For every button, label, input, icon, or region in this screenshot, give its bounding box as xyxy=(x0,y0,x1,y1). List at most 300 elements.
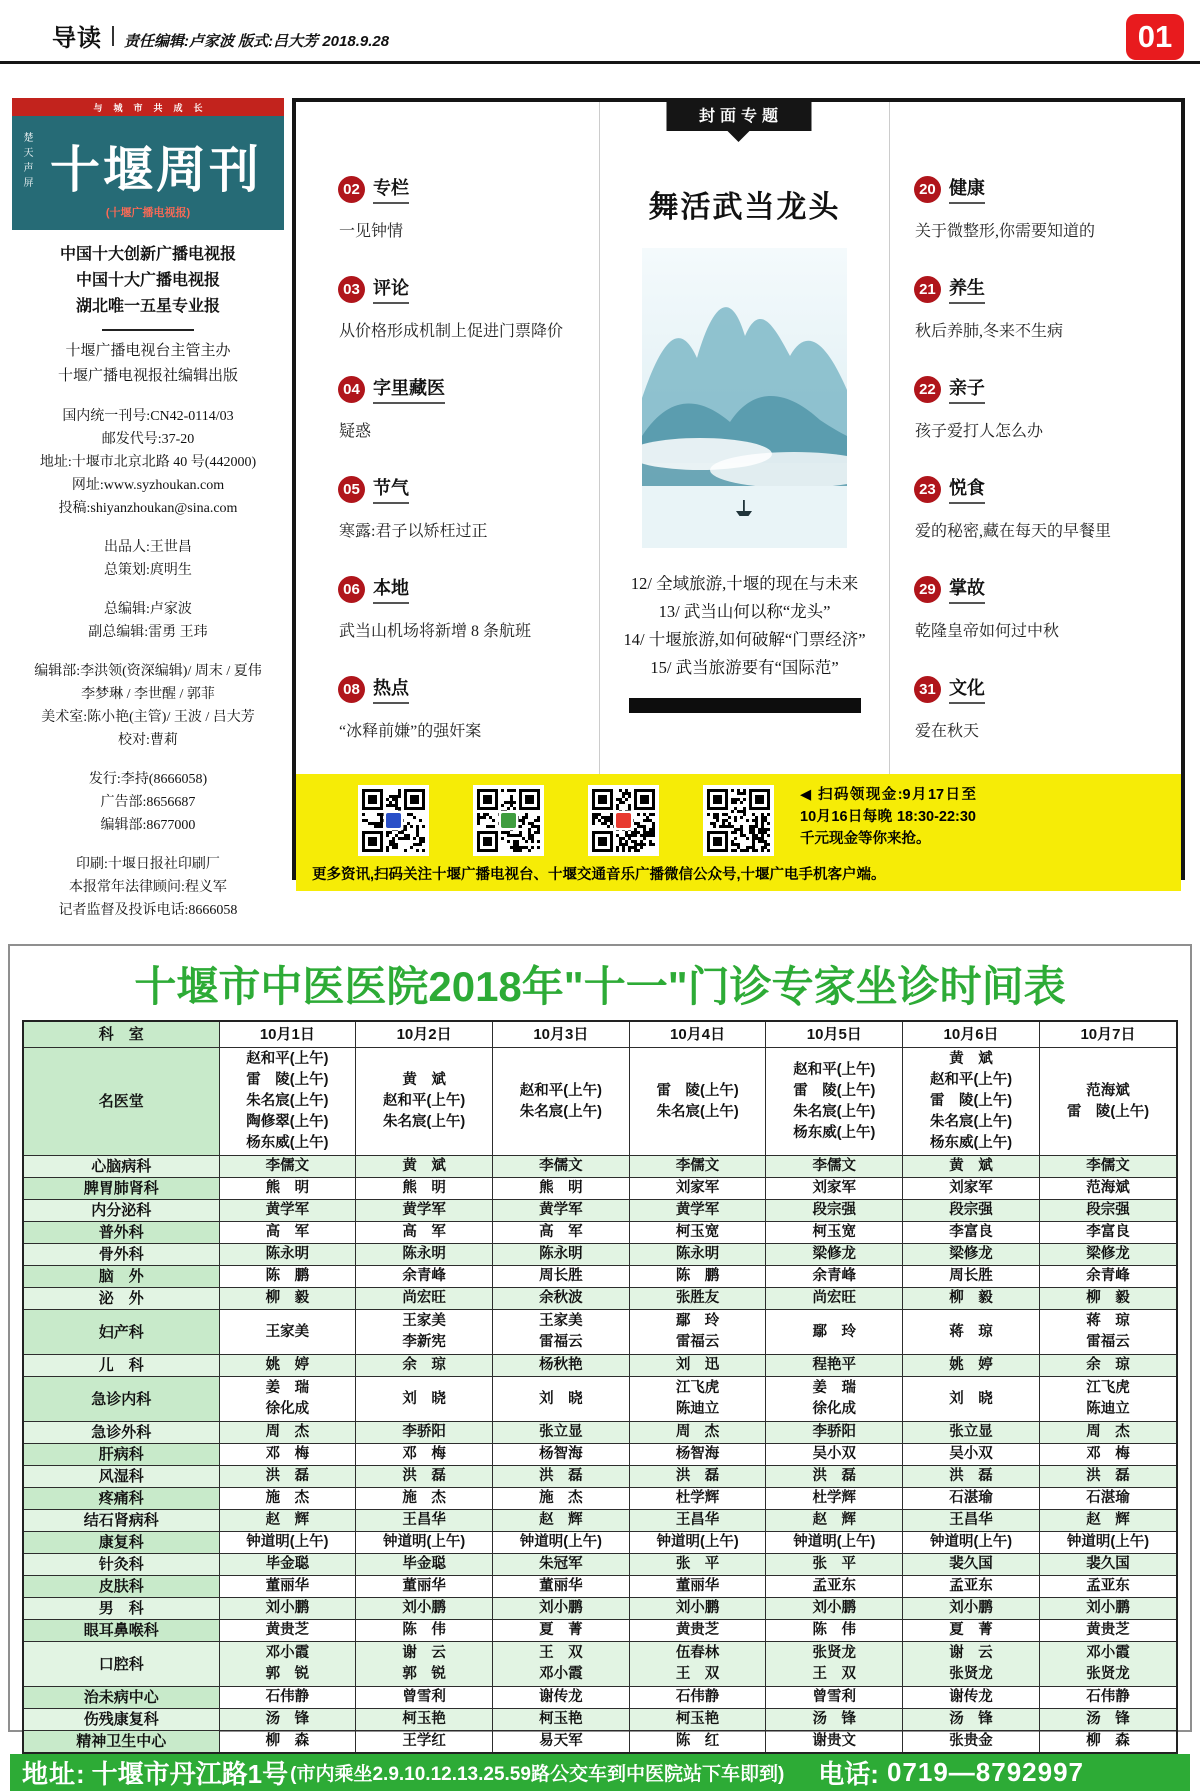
doctor-name: 雷福云 xyxy=(539,1334,583,1350)
schedule-cell: 汤 锋 xyxy=(766,1709,903,1731)
schedule-cell: 董丽华 xyxy=(492,1576,629,1598)
page-number-badge: 01 xyxy=(1126,14,1184,60)
sidebar-divider xyxy=(102,329,194,331)
section-number-badge: 31 xyxy=(914,676,941,703)
schedule-cell: 余 琼 xyxy=(356,1355,493,1377)
print-info-group xyxy=(12,853,284,922)
schedule-cell: 尚宏旺 xyxy=(356,1288,493,1310)
schedule-cell: 陈永明 xyxy=(219,1244,356,1266)
table-row xyxy=(23,1244,1177,1266)
honor-line: 中国十大广播电视报 xyxy=(75,272,220,289)
section-label: 亲子 xyxy=(949,374,985,404)
qr-code xyxy=(588,785,659,856)
schedule-cell: 钟道明(上午) xyxy=(492,1532,629,1554)
schedule-cell: 梁修龙 xyxy=(766,1244,903,1266)
schedule-cell: 李儒文 xyxy=(492,1156,629,1178)
header-line xyxy=(52,18,389,53)
section-head xyxy=(914,174,1167,204)
staff-line: 编辑部:李洪领(资深编辑)/ 周末 / 夏伟 xyxy=(34,664,262,679)
schedule-cell: 姚 婷 xyxy=(219,1355,356,1377)
doctor-name: 陶修翠(上午) xyxy=(246,1114,329,1130)
schedule-cell xyxy=(1039,1642,1177,1687)
section-head xyxy=(338,274,579,304)
table-row xyxy=(23,1576,1177,1598)
schedule-cell: 李骄阳 xyxy=(356,1422,493,1444)
schedule-cell: 黄学军 xyxy=(356,1200,493,1222)
staff-line: 总策划:庹明生 xyxy=(104,563,192,578)
dept-cell: 急诊外科 xyxy=(23,1422,219,1444)
schedule-cell: 刘 晓 xyxy=(356,1377,493,1422)
section-summary: 乾隆皇帝如何过中秋 xyxy=(914,623,1059,640)
doctor-name: 邓小霞 xyxy=(265,1645,310,1661)
schedule-title: 十堰市中医医院2018年"十一"门诊专家坐诊时间表 xyxy=(134,963,1066,1010)
section-item xyxy=(338,274,579,341)
staff-line: 李梦琳 / 李世醒 / 郭菲 xyxy=(81,687,215,702)
doctor-name: 江飞虎 xyxy=(1086,1380,1130,1396)
schedule-cell: 刘小鹏 xyxy=(903,1598,1040,1620)
column-header: 科 室 xyxy=(23,1021,219,1048)
dept-cell: 脾胃肺肾科 xyxy=(23,1178,219,1200)
schedule-cell xyxy=(629,1310,766,1355)
schedule-cell: 董丽华 xyxy=(219,1576,356,1598)
schedule-cell: 陈 伟 xyxy=(766,1620,903,1642)
schedule-cell: 吴小双 xyxy=(903,1444,1040,1466)
dept-cell: 治未病中心 xyxy=(23,1687,219,1709)
doctor-name: 范海斌 xyxy=(1086,1082,1130,1099)
schedule-cell: 刘小鹏 xyxy=(219,1598,356,1620)
schedule-cell: 柳 森 xyxy=(1039,1731,1177,1754)
doctor-name: 陈迪立 xyxy=(1086,1401,1130,1417)
doctor-name: 谢 云 xyxy=(949,1645,993,1661)
schedule-cell xyxy=(766,1048,903,1156)
section-number-badge: 03 xyxy=(338,276,365,303)
contact-line: 编辑部:8677000 xyxy=(100,818,196,833)
doctor-name: 黄 斌 xyxy=(949,1051,993,1067)
schedule-cell: 曾雪利 xyxy=(766,1687,903,1709)
schedule-cell: 石湛瑜 xyxy=(1039,1488,1177,1510)
schedule-cell: 柳 毅 xyxy=(219,1288,356,1310)
schedule-cell: 刘小鹏 xyxy=(766,1598,903,1620)
masthead-top-strip: 与城市共成长 xyxy=(12,98,284,116)
schedule-cell: 刘家军 xyxy=(629,1178,766,1200)
section-number-badge: 02 xyxy=(338,176,365,203)
promo-bottom-text: 更多资讯,扫码关注十堰广播电视台、十堰交通音乐广播微信公众号,十堰广电手机客户端。 xyxy=(312,867,886,883)
doctor-name: 江飞虎 xyxy=(675,1380,720,1396)
section-label: 字里藏医 xyxy=(373,374,445,404)
dept-cell: 脑 外 xyxy=(23,1266,219,1288)
print-line: 本报常年法律顾问:程义军 xyxy=(69,880,227,895)
schedule-cell xyxy=(766,1642,903,1687)
section-summary: 秋后养肺,冬来不生病 xyxy=(914,323,1063,340)
doctor-name: 陈迪立 xyxy=(675,1401,720,1417)
schedule-cell: 朱冠军 xyxy=(492,1554,629,1576)
promo-side-text: ◀ 扫码领现金:9月17日至10月16日每晚 18:30-22:30 千元现金等你来抢。 xyxy=(800,787,976,847)
schedule-cell: 柳 森 xyxy=(219,1731,356,1754)
section-head xyxy=(338,174,579,204)
schedule-footer-bar xyxy=(10,1754,1190,1791)
schedule-cell: 柳 毅 xyxy=(1039,1288,1177,1310)
dept-cell: 康复科 xyxy=(23,1532,219,1554)
page-tag: 导读 xyxy=(52,25,102,52)
schedule-cell: 杨智海 xyxy=(492,1444,629,1466)
schedule-cell: 杜学辉 xyxy=(629,1488,766,1510)
doctor-name: 雷福云 xyxy=(1086,1334,1130,1350)
section-item xyxy=(914,274,1167,341)
schedule-cell xyxy=(219,1048,356,1156)
staff-group-3 xyxy=(12,660,284,752)
section-label: 热点 xyxy=(373,674,409,704)
schedule-cell: 黄贵芝 xyxy=(629,1620,766,1642)
cover-black-bar xyxy=(629,698,861,713)
table-row xyxy=(23,1510,1177,1532)
print-line: 印刷:十堰日报社印刷厂 xyxy=(76,857,220,872)
schedule-cell: 夏 菁 xyxy=(903,1620,1040,1642)
schedule-cell: 陈永明 xyxy=(629,1244,766,1266)
schedule-cell: 洪 磊 xyxy=(356,1466,493,1488)
schedule-cell: 陈永明 xyxy=(356,1244,493,1266)
section-number-badge: 21 xyxy=(914,276,941,303)
schedule-cell: 陈 红 xyxy=(629,1731,766,1754)
honor-line: 中国十大创新广播电视报 xyxy=(59,246,236,263)
schedule-cell: 王昌华 xyxy=(356,1510,493,1532)
schedule-cell: 高 军 xyxy=(219,1222,356,1244)
doctor-name: 张贤龙 xyxy=(949,1666,993,1682)
doctor-name: 赵和平(上午) xyxy=(793,1061,876,1078)
section-head xyxy=(338,674,579,704)
section-number-badge: 06 xyxy=(338,576,365,603)
schedule-cell: 姚 婷 xyxy=(903,1355,1040,1377)
section-label: 节气 xyxy=(373,474,409,504)
doctor-name: 雷 陵(上午) xyxy=(656,1082,739,1099)
schedule-cell: 程艳平 xyxy=(766,1355,903,1377)
right-column xyxy=(890,102,1181,774)
center-column xyxy=(599,102,890,774)
schedule-cell: 钟道明(上午) xyxy=(219,1532,356,1554)
cover-art-image xyxy=(642,248,847,548)
schedule-cell: 李儒文 xyxy=(629,1156,766,1178)
left-column xyxy=(296,102,599,774)
schedule-cell: 陈 鹏 xyxy=(629,1266,766,1288)
dept-cell: 泌 外 xyxy=(23,1288,219,1310)
org-line: 十堰广播电视报社编辑出版 xyxy=(57,368,238,384)
schedule-cell: 周 杰 xyxy=(1039,1422,1177,1444)
schedule-cell: 毕金聪 xyxy=(219,1554,356,1576)
masthead xyxy=(12,98,284,230)
staff-line: 副总编辑:雷勇 王玮 xyxy=(88,625,208,640)
dept-cell: 结石肾病科 xyxy=(23,1510,219,1532)
section-summary: 寒露:君子以矫枉过正 xyxy=(339,523,488,540)
section-item xyxy=(338,374,579,441)
schedule-cell: 陈 鹏 xyxy=(219,1266,356,1288)
section-head xyxy=(914,474,1167,504)
section-summary: 疑惑 xyxy=(339,423,372,440)
section-label: 悦食 xyxy=(949,474,985,504)
section-item xyxy=(338,474,579,541)
phone-value: 0719—8792997 xyxy=(886,1757,1085,1787)
section-item xyxy=(338,574,579,641)
schedule-cell: 高 军 xyxy=(492,1222,629,1244)
doctor-name: 朱名宸(上午) xyxy=(793,1103,876,1120)
print-line: 记者监督及投诉电话:8666058 xyxy=(58,903,238,918)
schedule-cell: 刘 晓 xyxy=(903,1377,1040,1422)
honor-lines xyxy=(12,242,284,320)
table-row xyxy=(23,1444,1177,1466)
section-label: 掌故 xyxy=(949,574,985,604)
schedule-cell: 陈 伟 xyxy=(356,1620,493,1642)
schedule-cell xyxy=(766,1377,903,1422)
schedule-cell xyxy=(903,1048,1040,1156)
doctor-name: 杨东威(上午) xyxy=(246,1135,329,1151)
dept-cell: 眼耳鼻喉科 xyxy=(23,1620,219,1642)
schedule-cell: 柯玉艳 xyxy=(492,1709,629,1731)
dept-cell: 急诊内科 xyxy=(23,1377,219,1422)
schedule-cell: 刘 晓 xyxy=(492,1377,629,1422)
schedule-cell: 张贵金 xyxy=(903,1731,1040,1754)
schedule-cell: 黄学军 xyxy=(492,1200,629,1222)
mountain-painting xyxy=(642,248,847,548)
column-header: 10月6日 xyxy=(903,1021,1040,1048)
schedule-cell: 余青峰 xyxy=(1039,1266,1177,1288)
schedule-cell xyxy=(1039,1048,1177,1156)
qr-row xyxy=(312,785,1167,856)
section-number-badge: 04 xyxy=(338,376,365,403)
schedule-cell: 钟道明(上午) xyxy=(629,1532,766,1554)
email-line: 投稿:shiyanzhoukan@sina.com xyxy=(58,501,238,516)
doctor-name: 邓小霞 xyxy=(1086,1645,1130,1661)
section-summary: 武当山机场将新增 8 条航班 xyxy=(339,623,532,640)
table-row xyxy=(23,1310,1177,1355)
schedule-cell: 黄贵芝 xyxy=(219,1620,356,1642)
section-label: 本地 xyxy=(373,574,409,604)
schedule-cell: 杨秋艳 xyxy=(492,1355,629,1377)
section-number-badge: 22 xyxy=(914,376,941,403)
schedule-cell: 钟道明(上午) xyxy=(1039,1532,1177,1554)
doctor-name: 郭 锐 xyxy=(265,1666,310,1682)
address-label: 地址: xyxy=(22,1759,86,1789)
qr-code xyxy=(703,785,774,856)
section-item xyxy=(914,474,1167,541)
schedule-cell: 洪 磊 xyxy=(219,1466,356,1488)
schedule-cell: 刘小鹏 xyxy=(1039,1598,1177,1620)
schedule-cell xyxy=(492,1642,629,1687)
schedule-cell: 黄贵芝 xyxy=(1039,1620,1177,1642)
doctor-name: 杨东威(上午) xyxy=(929,1135,1013,1151)
schedule-cell: 董丽华 xyxy=(356,1576,493,1598)
table-row xyxy=(23,1642,1177,1687)
schedule-cell: 谢传龙 xyxy=(492,1687,629,1709)
schedule-cell xyxy=(629,1377,766,1422)
section-item xyxy=(338,674,579,741)
section-summary: 关于微整形,你需要知道的 xyxy=(914,223,1095,240)
doctor-name: 王 双 xyxy=(812,1666,857,1682)
schedule-table-holder xyxy=(10,1020,1190,1754)
schedule-cell: 熊 明 xyxy=(219,1178,356,1200)
schedule-cell: 杜学辉 xyxy=(766,1488,903,1510)
table-row xyxy=(23,1466,1177,1488)
schedule-cell: 钟道明(上午) xyxy=(766,1532,903,1554)
schedule-cell: 蒋 琼 xyxy=(903,1310,1040,1355)
table-row xyxy=(23,1422,1177,1444)
schedule-cell: 王学红 xyxy=(356,1731,493,1754)
section-label: 评论 xyxy=(373,274,409,304)
schedule-cell: 石湛瑜 xyxy=(903,1488,1040,1510)
schedule-cell: 黄 斌 xyxy=(356,1156,493,1178)
doctor-name: 姜 瑞 xyxy=(265,1380,310,1396)
schedule-cell: 刘小鹏 xyxy=(629,1598,766,1620)
doctor-name: 雷 陵(上午) xyxy=(1066,1103,1150,1120)
section-item xyxy=(914,374,1167,441)
section-head xyxy=(914,674,1167,704)
schedule-cell: 柯玉艳 xyxy=(356,1709,493,1731)
schedule-table xyxy=(22,1020,1178,1754)
schedule-cell: 张 平 xyxy=(766,1554,903,1576)
schedule-cell: 李富良 xyxy=(1039,1222,1177,1244)
doctor-name: 姜 瑞 xyxy=(812,1380,857,1396)
doctor-name: 雷福云 xyxy=(675,1334,720,1350)
dept-cell: 内分泌科 xyxy=(23,1200,219,1222)
section-summary: 从价格形成机制上促进门票降价 xyxy=(339,323,564,340)
schedule-cell xyxy=(219,1377,356,1422)
schedule-cell: 汤 锋 xyxy=(219,1709,356,1731)
schedule-cell: 洪 磊 xyxy=(629,1466,766,1488)
dept-cell: 精神卫生中心 xyxy=(23,1731,219,1754)
schedule-cell: 谢贵文 xyxy=(766,1731,903,1754)
section-summary: 爱的秘密,藏在每天的早餐里 xyxy=(914,523,1111,540)
schedule-cell: 李富良 xyxy=(903,1222,1040,1244)
schedule-cell: 尚宏旺 xyxy=(766,1288,903,1310)
doctor-name: 徐化成 xyxy=(812,1401,857,1417)
schedule-cell: 余青峰 xyxy=(766,1266,903,1288)
address-value: 十堰市丹江路1号 xyxy=(91,1759,289,1789)
doctor-name: 雷 陵(上午) xyxy=(929,1093,1013,1109)
cover-item: 15/ 武当旅游要有“国际范” xyxy=(650,658,839,677)
masthead-title: 十堰周刊 xyxy=(50,142,262,198)
schedule-cell: 李儒文 xyxy=(766,1156,903,1178)
table-row xyxy=(23,1222,1177,1244)
dept-cell: 骨外科 xyxy=(23,1244,219,1266)
schedule-cell xyxy=(356,1048,493,1156)
doctor-name: 朱名宸(上午) xyxy=(383,1114,466,1130)
table-row xyxy=(23,1620,1177,1642)
schedule-cell xyxy=(629,1048,766,1156)
schedule-cell: 石伟静 xyxy=(1039,1687,1177,1709)
doctor-name: 王 双 xyxy=(675,1666,720,1682)
section-summary: 一见钟情 xyxy=(339,223,404,240)
schedule-cell: 熊 明 xyxy=(356,1178,493,1200)
staff-line: 总编辑:卢家波 xyxy=(104,602,192,617)
schedule-cell: 张胜友 xyxy=(629,1288,766,1310)
doctor-name: 雷 陵(上午) xyxy=(246,1072,329,1088)
dept-cell: 风湿科 xyxy=(23,1466,219,1488)
table-row xyxy=(23,1355,1177,1377)
dept-cell: 儿 科 xyxy=(23,1355,219,1377)
schedule-cell: 张 平 xyxy=(629,1554,766,1576)
schedule-cell: 石伟静 xyxy=(629,1687,766,1709)
dept-cell: 男 科 xyxy=(23,1598,219,1620)
doctor-name: 伍春林 xyxy=(675,1645,720,1661)
org-lines xyxy=(12,339,284,389)
schedule-cell: 王昌华 xyxy=(903,1510,1040,1532)
schedule-body xyxy=(23,1048,1177,1754)
schedule-cell: 段宗强 xyxy=(903,1200,1040,1222)
column-header: 10月5日 xyxy=(766,1021,903,1048)
schedule-cell xyxy=(492,1048,629,1156)
schedule-cell: 孟亚东 xyxy=(903,1576,1040,1598)
schedule-cell: 余青峰 xyxy=(356,1266,493,1288)
dept-cell: 名医堂 xyxy=(23,1048,219,1156)
dept-cell: 针灸科 xyxy=(23,1554,219,1576)
schedule-cell: 余 琼 xyxy=(1039,1355,1177,1377)
schedule-cell: 李儒文 xyxy=(219,1156,356,1178)
schedule-cell: 洪 磊 xyxy=(766,1466,903,1488)
table-row xyxy=(23,1488,1177,1510)
dept-cell: 普外科 xyxy=(23,1222,219,1244)
schedule-cell: 张立显 xyxy=(492,1422,629,1444)
schedule-cell: 汤 锋 xyxy=(903,1709,1040,1731)
cover-story-title: 舞活武当龙头 xyxy=(648,191,841,224)
schedule-cell: 陈永明 xyxy=(492,1244,629,1266)
schedule-cell: 石伟静 xyxy=(219,1687,356,1709)
schedule-cell: 柯玉宽 xyxy=(766,1222,903,1244)
content-columns xyxy=(296,102,1181,774)
honor-line: 湖北唯一五星专业报 xyxy=(75,298,220,315)
schedule-cell: 施 杰 xyxy=(492,1488,629,1510)
cover-item: 14/ 十堰旅游,如何破解“门票经济” xyxy=(623,630,866,649)
doctor-name: 赵和平(上午) xyxy=(246,1051,329,1067)
schedule-cell: 梁修龙 xyxy=(1039,1244,1177,1266)
dept-cell: 口腔科 xyxy=(23,1642,219,1687)
schedule-cell: 黄学军 xyxy=(219,1200,356,1222)
doctor-name: 邓小霞 xyxy=(539,1666,583,1682)
table-row xyxy=(23,1266,1177,1288)
schedule-cell: 段宗强 xyxy=(1039,1200,1177,1222)
schedule-cell: 施 杰 xyxy=(219,1488,356,1510)
cover-item: 13/ 武当山何以称“龙头” xyxy=(658,602,831,621)
schedule-cell: 洪 磊 xyxy=(1039,1466,1177,1488)
section-label: 文化 xyxy=(949,674,985,704)
masthead-subtitle: (十堰广播电视报) xyxy=(105,207,191,219)
schedule-cell: 曾雪利 xyxy=(356,1687,493,1709)
publication-info xyxy=(12,405,284,520)
table-row xyxy=(23,1200,1177,1222)
table-row xyxy=(23,1687,1177,1709)
schedule-cell: 邓 梅 xyxy=(1039,1444,1177,1466)
contact-line: 广告部:8656687 xyxy=(100,795,196,810)
doctor-name: 赵和平(上午) xyxy=(383,1093,466,1109)
doctor-name: 黄 斌 xyxy=(402,1072,446,1088)
schedule-cell xyxy=(629,1642,766,1687)
schedule-cell xyxy=(356,1310,493,1355)
section-item xyxy=(914,574,1167,641)
schedule-cell xyxy=(1039,1377,1177,1422)
staff-line: 美术室:陈小艳(主管)/ 王波 / 吕大芳 xyxy=(41,710,255,725)
doctor-name: 鄢 玲 xyxy=(675,1313,720,1329)
doctor-name: 朱名宸(上午) xyxy=(519,1103,602,1120)
section-head xyxy=(338,374,579,404)
section-number-badge: 23 xyxy=(914,476,941,503)
website-line: 网址:www.syzhoukan.com xyxy=(71,478,225,493)
schedule-header xyxy=(23,1021,1177,1048)
section-head xyxy=(338,574,579,604)
sidebar xyxy=(12,98,284,922)
schedule-cell: 柯玉宽 xyxy=(629,1222,766,1244)
section-number-badge: 29 xyxy=(914,576,941,603)
schedule-cell: 刘小鹏 xyxy=(492,1598,629,1620)
doctor-name: 雷 陵(上午) xyxy=(793,1082,876,1099)
doctor-name: 朱名宸(上午) xyxy=(656,1103,739,1120)
schedule-cell: 董丽华 xyxy=(629,1576,766,1598)
doctor-name: 朱名宸(上午) xyxy=(929,1114,1013,1130)
